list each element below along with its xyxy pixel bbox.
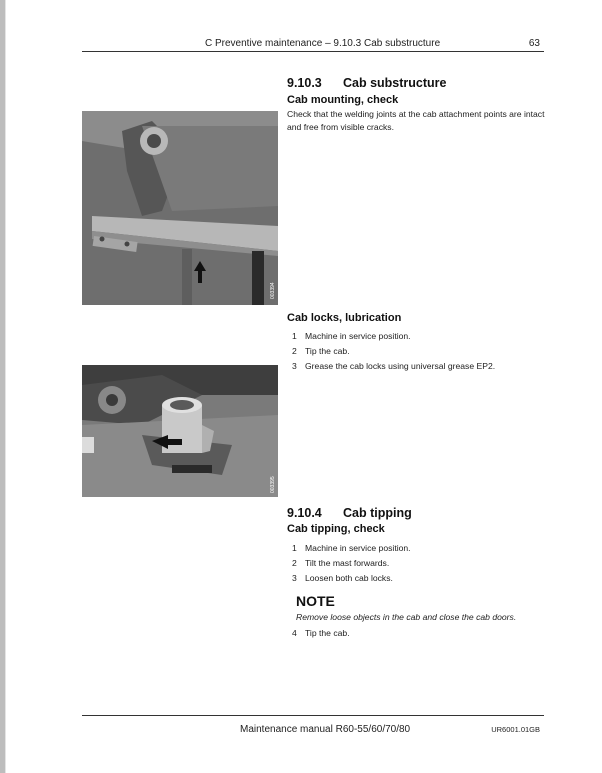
section-number: 9.10.3 [287, 76, 322, 90]
cab-mounting-illustration [82, 111, 278, 305]
subsection-heading-cab-tipping-check: Cab tipping, check [287, 523, 385, 535]
page-edge-highlight [5, 0, 6, 773]
note-text: Remove loose objects in the cab and close the cab doors. [296, 612, 517, 622]
header-rule [82, 51, 544, 52]
photo-cab-lock [82, 365, 278, 497]
cab-tipping-step-4: 4 Tip the cab. [292, 628, 350, 638]
page-number: 63 [528, 38, 540, 49]
cab-lock-illustration [82, 365, 278, 497]
note-title: NOTE [296, 593, 335, 609]
section-title: Cab tipping [343, 506, 412, 520]
cab-tipping-step-1: 1 Machine in service position. [292, 543, 411, 553]
header-title: C Preventive maintenance – 9.10.3 Cab substructure [205, 38, 441, 49]
footer-rule [82, 715, 544, 716]
cab-locks-step-2: 2 Tip the cab. [292, 346, 350, 356]
cab-mounting-paragraph: Check that the welding joints at the cab attachment points are intact and free from visible cracks. [287, 109, 545, 132]
photo-cab-mounting [82, 111, 278, 305]
section-title: Cab substructure [343, 76, 447, 90]
subsection-heading-cab-locks: Cab locks, lubrication [287, 312, 402, 324]
footer-manual-title: Maintenance manual R60-55/60/70/80 [240, 724, 411, 735]
cab-tipping-step-2: 2 Tilt the mast forwards. [292, 558, 390, 568]
cab-tipping-step-3: 3 Loosen both cab locks. [292, 573, 393, 583]
cab-locks-step-3: 3 Grease the cab locks using universal grease EP2. [292, 361, 496, 371]
subsection-heading-cab-mounting: Cab mounting, check [287, 94, 399, 106]
section-heading-cab-tipping [287, 506, 412, 520]
photo-2-code: 003395 [270, 476, 276, 493]
cab-locks-step-1: 1 Machine in service position. [292, 331, 411, 341]
section-heading-cab-substructure [287, 76, 447, 90]
photo-1-code: 003394 [270, 282, 276, 299]
section-number: 9.10.4 [287, 506, 322, 520]
footer-doc-code: UR6001.01GB [491, 725, 540, 734]
